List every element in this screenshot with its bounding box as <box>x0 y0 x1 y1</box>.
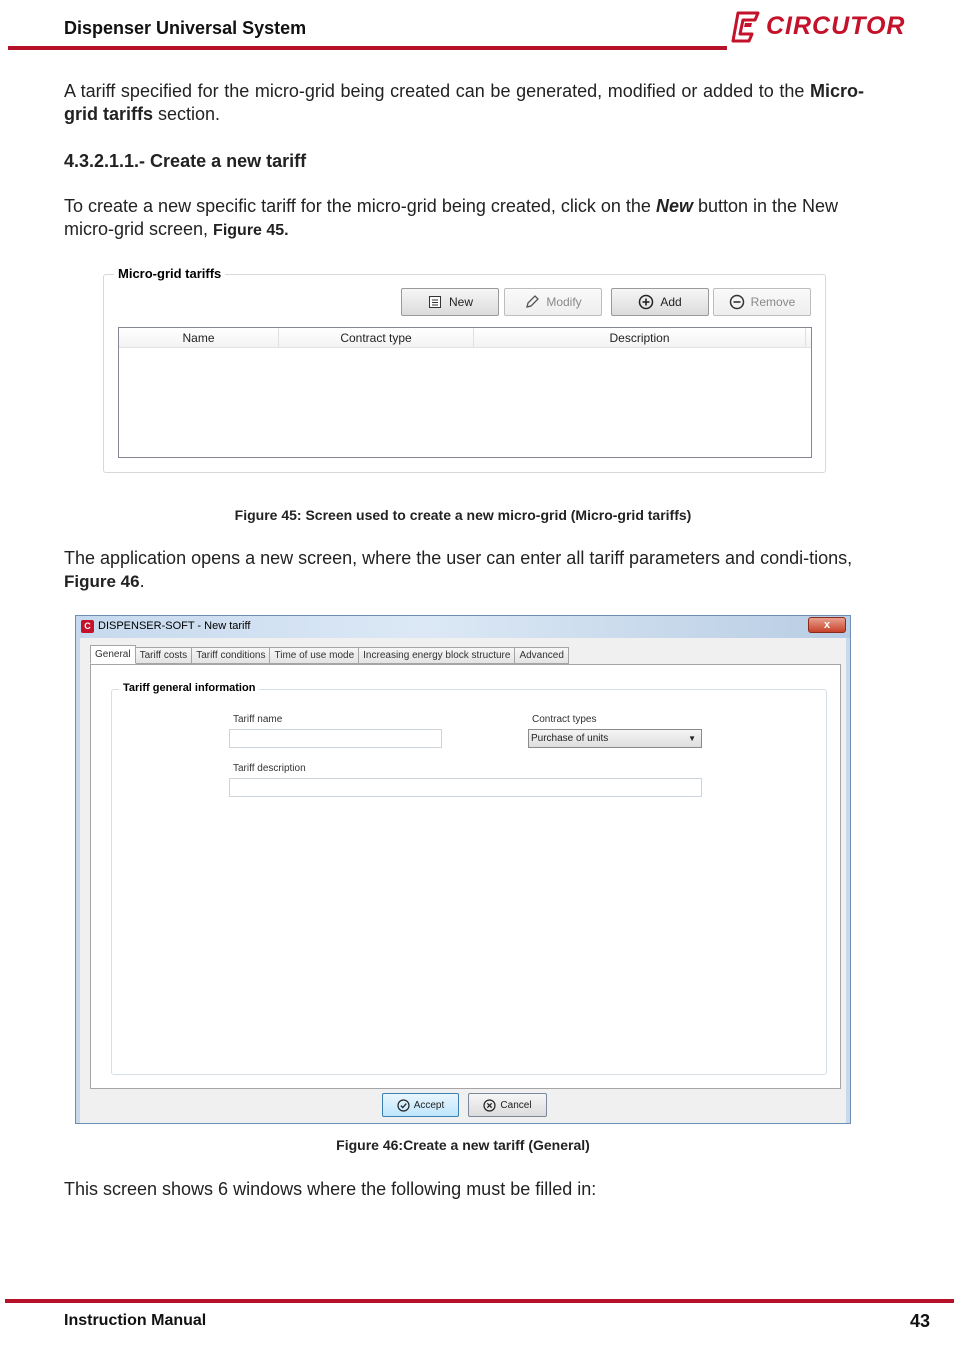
minus-circle-icon <box>729 294 745 310</box>
check-circle-icon <box>397 1099 410 1112</box>
remove-button[interactable] <box>713 288 811 316</box>
figure-46-caption: Figure 46:Create a new tariff (General) <box>336 1137 590 1153</box>
pencil-icon <box>524 294 540 310</box>
tab-strip <box>90 647 569 664</box>
intro-bold: Micro-grid tariffs <box>64 81 864 124</box>
tab-tariff-conditions[interactable]: Tariff conditions <box>192 647 270 664</box>
window-border-right <box>846 638 850 1123</box>
new-button-label: New <box>448 295 473 309</box>
column-header-contract-type[interactable]: Contract type <box>279 328 474 347</box>
column-header-description[interactable]: Description <box>474 328 806 347</box>
para3-text-2: . <box>139 571 145 591</box>
closing-paragraph: This screen shows 6 windows where the following must be filled in: <box>64 1179 597 1199</box>
document-icon <box>427 294 443 310</box>
circutor-logo <box>730 8 910 46</box>
modify-button-label: Modify <box>546 295 582 309</box>
accept-button-label: Accept <box>413 1099 445 1111</box>
contract-types-label: Contract types <box>532 714 597 725</box>
tab-time-of-use-mode[interactable]: Time of use mode <box>270 647 359 664</box>
tariff-name-input[interactable] <box>229 729 442 748</box>
intro-text-2: section. <box>153 104 221 124</box>
new-button[interactable] <box>401 288 499 316</box>
column-header-name[interactable]: Name <box>119 328 279 347</box>
tariff-description-input[interactable] <box>229 778 702 797</box>
tariff-general-information-title: Tariff general information <box>119 682 259 694</box>
figure-45-caption: Figure 45: Screen used to create a new micro-grid (Micro-grid tariffs) <box>234 507 692 523</box>
x-circle-icon <box>483 1099 496 1112</box>
tariff-general-information-group <box>111 682 827 1075</box>
footer-manual-title: Instruction Manual <box>64 1312 207 1329</box>
dropdown-arrow-icon: ▼ <box>688 734 696 743</box>
add-button-label: Add <box>660 295 682 309</box>
new-tariff-window <box>75 615 851 1124</box>
tab-advanced[interactable]: Advanced <box>515 647 568 664</box>
window-title: DISPENSER-SOFT - New tariff <box>98 620 251 632</box>
close-button[interactable]: x <box>808 617 846 633</box>
window-border-left <box>76 638 80 1123</box>
micro-grid-tariffs-title: Micro-grid tariffs <box>114 266 225 281</box>
tab-tariff-costs[interactable]: Tariff costs <box>136 647 193 664</box>
contract-types-value: Purchase of units <box>531 733 609 744</box>
header-rule <box>8 46 727 50</box>
tariffs-grid[interactable] <box>118 327 812 458</box>
new-button-reference: New <box>655 196 693 216</box>
accept-button[interactable] <box>382 1093 459 1117</box>
document-header-title: Dispenser Universal System <box>64 18 307 38</box>
plus-circle-icon <box>638 294 654 310</box>
modify-button[interactable] <box>504 288 602 316</box>
cancel-button-label: Cancel <box>500 1099 532 1111</box>
contract-types-select[interactable] <box>528 729 702 748</box>
instruction-paragraph <box>64 195 854 242</box>
add-button[interactable] <box>611 288 709 316</box>
page-number: 43 <box>909 1311 930 1331</box>
tab-general[interactable]: General <box>90 645 136 664</box>
figure-45-reference: Figure 45. <box>213 222 289 239</box>
cancel-button[interactable] <box>468 1093 547 1117</box>
grid-header-row <box>119 328 811 348</box>
remove-button-label: Remove <box>750 295 796 309</box>
app-icon: C <box>81 620 94 633</box>
micro-grid-tariffs-group <box>103 266 826 473</box>
tariff-description-label: Tariff description <box>233 763 306 774</box>
footer-rule <box>5 1299 954 1303</box>
intro-text-1: A tariff specified for the micro-grid being created can be generated, modified or added to the <box>64 81 810 101</box>
section-heading: 4.3.2.1.1.- Create a new tariff <box>64 151 307 171</box>
application-paragraph <box>64 547 864 593</box>
circutor-logo-icon <box>730 10 762 44</box>
logo-text: CIRCUTOR <box>766 12 906 40</box>
figure-46-reference: Figure 46 <box>64 572 140 591</box>
para2-text-2: button in the New micro-grid screen, <box>64 196 839 239</box>
tab-increasing-energy-block-structure[interactable]: Increasing energy block structure <box>359 647 515 664</box>
tariff-name-label: Tariff name <box>233 714 283 725</box>
intro-paragraph <box>64 80 864 126</box>
window-titlebar[interactable] <box>76 616 850 638</box>
para2-text-1: To create a new specific tariff for the micro-grid being created, click on the <box>64 196 656 216</box>
general-tab-panel <box>90 664 841 1089</box>
para3-text-1: The application opens a new screen, where the user can enter all tariff parameters and condi-tions, <box>64 548 853 568</box>
